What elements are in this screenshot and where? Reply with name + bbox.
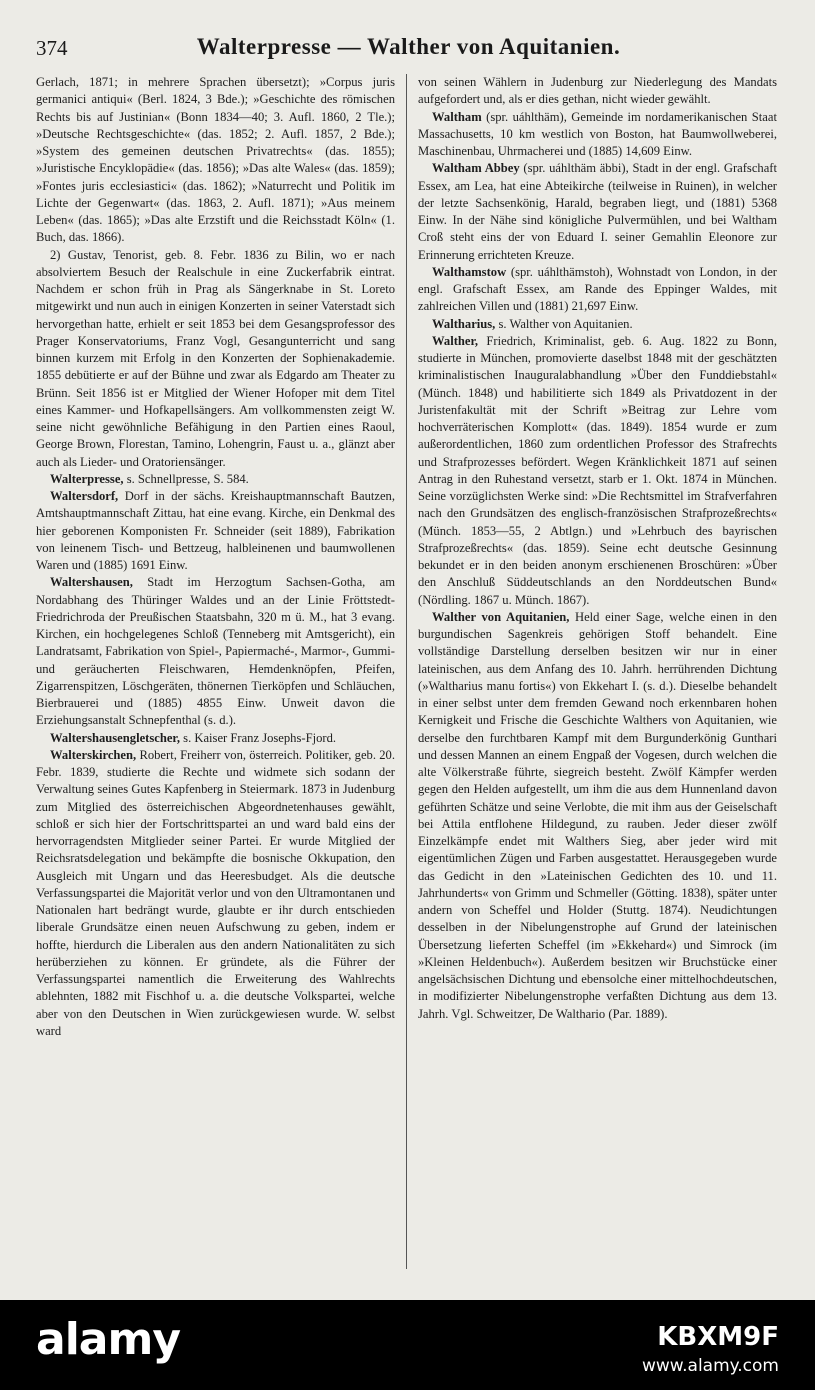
alamy-logo: alamy — [36, 1314, 180, 1365]
entry-headword: Walterskirchen, — [50, 747, 137, 762]
entry-headword: Waltham — [432, 109, 482, 124]
entry-text: s. Kaiser Franz Josephs-Fjord. — [180, 730, 337, 745]
dictionary-entry — [418, 264, 777, 316]
dictionary-entry — [36, 247, 395, 471]
entry-text: (spr. uáhlthäm), Gemeinde im nordamerikanischen Staat Massachusetts, 10 km westlich von Boston, hat Baumwollweberei, Maschinenbau, Uhrmacherei und (1885) 14,609 Einw. — [418, 109, 777, 158]
dictionary-entry — [418, 333, 777, 609]
right-column — [418, 74, 777, 1284]
dictionary-entry — [36, 74, 395, 247]
dictionary-entry — [36, 471, 395, 488]
entry-text: (spr. uáhlthäm äbbi), Stadt in der engl. Grafschaft Essex, am Lea, hat eine Abteikirche (teilweise in Ruinen), in welcher der letzte Sachsenkönig, Harald, begraben liegt, und (1881) 5368 Einw. In der Nähe sind königliche Pulvermühlen, und bei Waltham Croß steht eins der von Eduard I. seiner Gemahlin Eleonore zur Erinnerung errichteten Kreuze. — [418, 161, 777, 262]
entry-text: (spr. uáhlthämstoh), Wohnstadt von London, in der engl. Grafschaft Essex, am Rande des Eppinger Waldes, mit zahlreichen Villen und (1881) 21,697 Einw. — [418, 264, 777, 314]
entry-text: Friedrich, Kriminalist, geb. 6. Aug. 1822 zu Bonn, studierte in München, promovierte daselbst 1848 mit der geschätzten kriminalistischen Inauguralabhandlung »Über den Funddiebstahl« (Münch. 1848) und habilitierte sich 1849 als Privatdozent in der Juristenfakultät mit der Schrift »Beitrag zur Lehre vom hochverräterischen Komplott« (das. 1849). 1854 wurde er zum außerordentlichen, 1860 zum ordentlichen Professor des Strafrechts und Strafprozesses befördert. Wegen Kränklichkeit 1871 auf seinen Antrag in den Ruhestand versetzt, starb er 1. Okt. 1874 in München. Seine vorzüglichsten Werke sind: »Die Rechtsmittel im Strafverfahren nach den Grundsätzen des englisch-französischen Strafprozeßrechts« (Münch. 1853—55, 2 Abtlgn.) und »Lehrbuch des bayrischen Strafprozeßrechts« (das. 1859). Seine echt deutsche Gesinnung bekundet er in den beiden anonym erschienenen Broschüren: »Über den Anschluß Süddeutschlands an den Norddeutschen Bund« (Nördling. 1867 u. Münch. 1867). — [418, 333, 777, 607]
entry-headword: Waltershausen, — [50, 575, 133, 590]
entry-headword: Waltershausengletscher, — [50, 730, 181, 745]
entry-text: Gerlach, 1871; in mehrere Sprachen übersetzt); »Corpus juris germanici antiqui« (Berl. 1824, 3 Bde.); »Geschichte des römischen Rechts bis auf Justinian« (Bonn 1834—40; 3. Aufl. 1860, 2 Tle.); »Deutsche Rechtsgeschichte« (das. 1852; 2. Aufl. 1857, 2 Bde.); »System des gemeinen deutschen Privatrechts« (das. 1855); »Juristische Encyklopädie« (das. 1856); »Das alte Wales« (das. 1859); »Fontes juris ecclesiastici« (das. 1862); »Naturrecht und Politik im Lichte der Gegenwart« (das. 1863, 2. Aufl. 1871); »Aus meinem Leben« (das. 1865); »Das alte Erzstift und die Reichsstadt Köln« (1. Buch, das. 1866). — [36, 75, 395, 245]
dictionary-entry — [418, 109, 777, 161]
dictionary-entry — [36, 488, 395, 574]
page-header — [36, 34, 781, 64]
entry-headword: Walterpresse, — [50, 471, 124, 486]
running-head: Walterpresse — Walther von Aquitanien. — [196, 34, 621, 59]
watermark-banner — [0, 1300, 815, 1390]
entry-headword: Walthamstow — [432, 264, 507, 279]
entry-text: Robert, Freiherr von, österreich. Politiker, geb. 20. Febr. 1839, studierte die Rechte und widmete sich sodann der Verwaltung seines Gutes Kapfenberg in Steiermark. 1873 in Judenburg zum Mitglied des österreichischen Abgeordnetenhauses gewählt, schloß er sich hier der Fortschrittspartei an und ward bald eins der hervorragendsten Mitglieder seiner Partei. Er wurde Mitglied der Reichsratsdelegation und bekämpfte die bosnische Okkupation, den Ausgleich mit Ungarn und das Heeresbudget. Als die deutsche Verfassungspartei die Majorität verlor und von den Ultramontanen und Nationalen hart bedrängt wurde, glaubte er ihr durch entschieden liberale Grundsätze einen neuen Aufschwung zu geben, indem er hoffte, hierdurch die Liberalen aus den andern Nationalitäten zu sich herüberziehen zu können. Er gründete, als die Führer der Verfassungspartei namentlich die Erweiterung des Wahlrechts ablehnten, 1882 mit Fischhof u. a. die deutsche Volkspartei, welche aber von den Deutschen in Wien zurückgewiesen wurde. W. selbst ward — [36, 747, 395, 1038]
dictionary-entry — [36, 730, 395, 747]
entry-text: s. Walther von Aquitanien. — [495, 316, 633, 331]
entry-headword: Walther, — [432, 333, 479, 348]
image-id: KBXM9F — [657, 1322, 779, 1352]
site-url: www.alamy.com — [641, 1356, 779, 1376]
entry-text: von seinen Wählern in Judenburg zur Niederlegung des Mandats aufgefordert und, als er dies gethan, nicht wieder gewählt. — [418, 75, 777, 107]
dictionary-entry — [418, 316, 777, 333]
entry-text: 2) Gustav, Tenorist, geb. 8. Febr. 1836 zu Bilin, wo er nach absolviertem Besuch der Realschule in eine Zuckerfabrik eintrat. Nachdem er schon früh in Prag als Sängerknabe in St. Loreto mitgewirkt und nun auch in einigen Konzerten in seiner Vaterstadt sich hervorgethan hatte, erhielt er seit 1853 bei dem Gesangsprofessor des Prager Konservatoriums, Franz Vogl, Gesangunterricht und sang binnen kurzem mit Erfolg in den Konzerten der Sophienakademie. 1855 debütierte er auf der Bühne und zwar als Edgardo am Theater zu Brünn. Seit 1856 ist er Mitglied der Wiener Hofoper mit dem Titel eines Kammer- und Hofkapellsängers. Am vollkommensten zeigt W. seine nicht gewöhnliche Befähigung in den Partien eines Raoul, George Brown, Florestan, Tamino, Lohengrin, Faust u. a., glänzt aber auch als Lieder- und Oratoriensänger. — [36, 247, 395, 469]
entry-text: Held einer Sage, welche einen in den burgundischen Sagenkreis gehörigen Stoff behandelt. Eine vollständige Darstellung derselben besitzen wir nur in einer lateinischen, aus dem Anfang des 10. Jahrh. herrührenden Dichtung (»Waltharius manu fortis«) von Ekkehart I. (s. d.). Dieselbe behandelt in einer selbst unter dem fremden Gewand noch erkennbaren hohen Kernigkeit und Frische die Geschichte Walthers von Aquitanien, wie derselbe den furchtbaren Kampf mit dem Burgunderkönig Gunthari und dessen Mannen an einem Engpaß der Vogesen, durch welchen die alte Völkerstraße führte, siegreich besteht. Zwölf Kämpfer werden gegen den Helden aufgestellt, um ihm die aus dem Hunnenland davon geführten Schätze und seine Verlobte, die mit ihm aus der Geiselschaft bei Attila entflohene Hildegund, zu rauben. Jeder dieser zwölf Einzelkämpfe endet mit Walthers Sieg, aber jeder wird mit eigentümlichen Zügen und Farben ausgestattet. Herausgegeben wurde das Gedicht in den »Lateinischen Gedichten des 10. und 11. Jahrhunderts« von Grimm und Schmeller (Götting. 1838), später unter andern von Scheffel und Holder (Stuttg. 1874). Neudichtungen desselben in der Nibelungenstrophe auf Grund der lateinischen Übersetzung lieferten Scheffel (im »Ekkehard«) und Simrock (im »Kleinen Heldenbuch«). Außerdem besitzen wir Bruchstücke einer angelsächsischen Dichtung und ebensolche einer mittelhochdeutschen, in modifizierter Nibelungenstrophe verfaßten Dichtung aus dem 13. Jahrh. Vgl. Schweitzer, De Walthario (Par. 1889). — [418, 609, 777, 1021]
column-divider — [406, 74, 407, 1269]
entry-text: s. Schnellpresse, S. 584. — [123, 471, 249, 486]
dictionary-entry — [418, 609, 777, 1023]
entry-headword: Waltharius, — [432, 316, 496, 331]
left-column — [36, 74, 395, 1284]
entry-text: Dorf in der sächs. Kreishauptmannschaft Bautzen, Amtshauptmannschaft Zittau, hat eine evang. Kirche, ein Denkmal des hier geborenen Komponisten Fr. Schneider (seit 1889), Fabrikation von leinenem Tisch- und Bettzeug, halbleinenen und baumwollenen Waren und (1885) 1691 Einw. — [36, 489, 395, 572]
entry-headword: Waltham Abbey — [432, 161, 520, 176]
entry-headword: Walther von Aquitanien, — [432, 609, 570, 624]
entry-text: Stadt im Herzogtum Sachsen-Gotha, am Nordabhang des Thüringer Waldes und an der Linie Fröttstedt-Friedrichroda der Preußischen Staatsbahn, 320 m ü. M., hat 3 evang. Kirchen, ein hochgelegenes Schloß (Tenneberg mit Amtsgericht), ein Landratsamt, Fabrikation von Spiel-, Papiermaché-, Marmor-, Gummi- und geräucherten Fleischwaren, Hemdenknöpfen, Pfeifen, Zigarrenspitzen, Löschgeräten, thönernen Tierköpfen und Schläuchen, Bierbrauerei und (1885) 4855 Einw. Unweit davon die Erziehungsanstalt Schnepfenthal (s. d.). — [36, 575, 395, 728]
dictionary-entry — [418, 74, 777, 109]
dictionary-entry — [36, 574, 395, 729]
dictionary-entry — [36, 747, 395, 1040]
page-number: 374 — [36, 36, 68, 60]
dictionary-entry — [418, 160, 777, 264]
entry-headword: Waltersdorf, — [50, 489, 119, 503]
